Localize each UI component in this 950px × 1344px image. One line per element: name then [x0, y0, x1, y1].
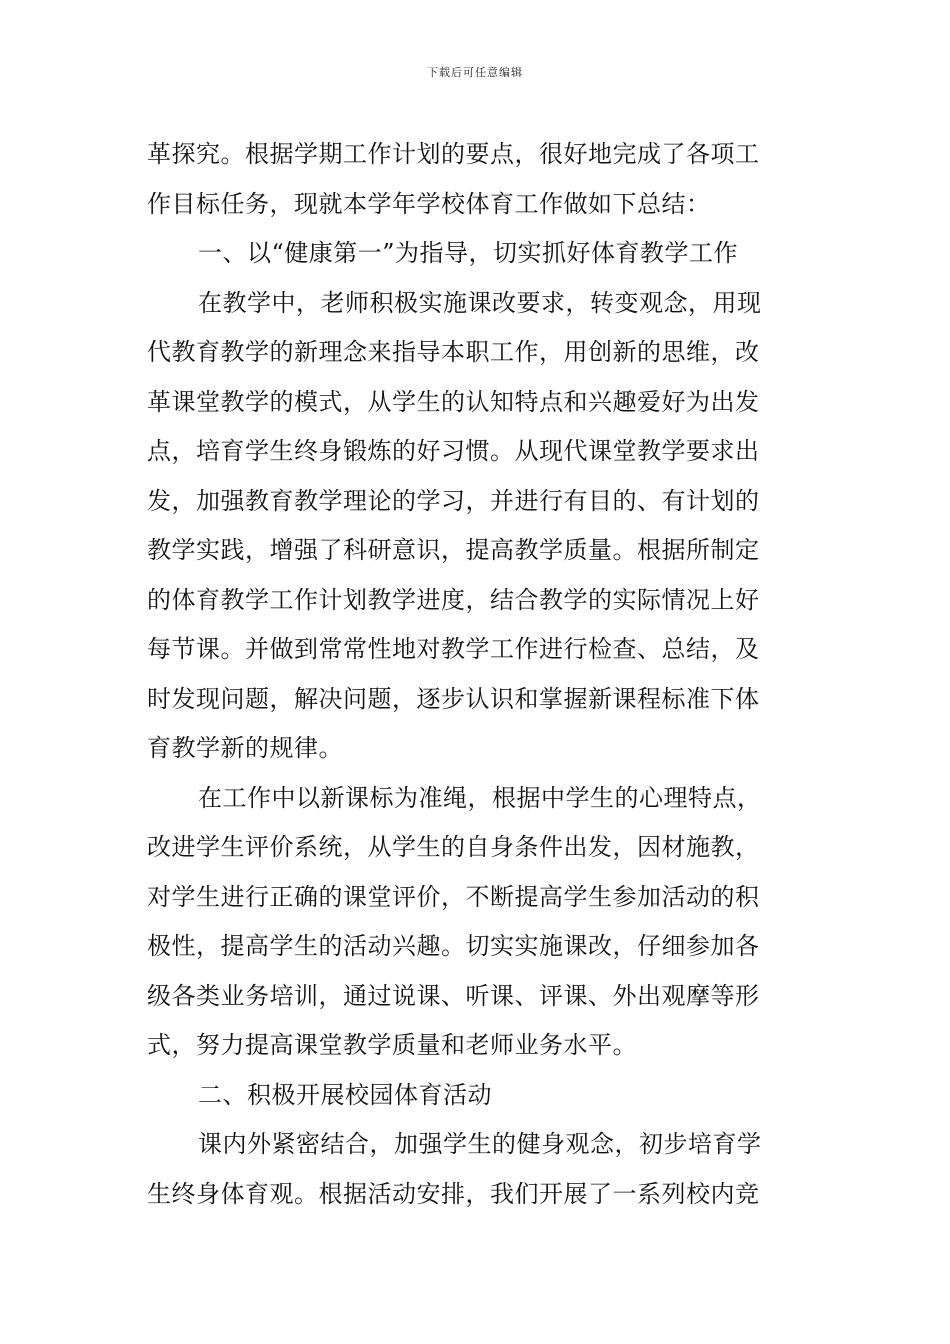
paragraph-activities — [147, 1120, 807, 1219]
section-heading-2 — [147, 1071, 807, 1121]
text-line: 课内外紧密结合，加强学生的健身观念，初步培育学 — [198, 1130, 762, 1158]
text-line: 一、以“健康第一”为指导，切实抓好体育教学工作 — [198, 239, 739, 267]
text-line: 级各类业务培训，通过说课、听课、评课、外出观摩等形 — [147, 981, 760, 1010]
text-line: 点，培育学生终身锻炼的好习惯。从现代课堂教学要求出 — [147, 437, 760, 465]
text-line: 二、积极开展校园体育活动 — [198, 1080, 492, 1109]
paragraph-intro — [147, 130, 807, 229]
text-line: 的体育教学工作计划教学进度，结合教学的实际情况上好 — [147, 585, 760, 614]
text-line: 作目标任务，现就本学年学校体育工作做如下总结： — [147, 189, 711, 218]
text-line: 在工作中以新课标为准绳，根据中学生的心理特点， — [198, 783, 762, 812]
section-heading-1 — [147, 229, 807, 279]
paragraph-teaching — [147, 279, 807, 774]
document-body — [147, 130, 807, 1219]
text-line: 在教学中，老师积极实施课改要求，转变观念，用现 — [198, 288, 762, 317]
text-line: 革课堂教学的模式，从学生的认知特点和兴趣爱好为出发 — [147, 387, 760, 416]
text-line: 改进学生评价系统，从学生的自身条件出发，因材施教， — [147, 833, 760, 861]
text-line: 对学生进行正确的课堂评价，不断提高学生参加活动的积 — [147, 882, 760, 911]
text-line: 代教育教学的新理念来指导本职工作，用创新的思维，改 — [147, 338, 760, 366]
text-line: 每节课。并做到常常性地对教学工作进行检查、总结，及 — [147, 635, 760, 663]
page-header: 下载后可任意编辑 — [427, 66, 523, 79]
text-line: 生终身体育观。根据活动安排，我们开展了一系列校内竞 — [147, 1179, 760, 1208]
text-line: 发，加强教育教学理论的学习，并进行有目的、有计划的 — [147, 486, 760, 515]
paragraph-evaluation — [147, 774, 807, 1071]
text-line: 时发现问题，解决问题，逐步认识和掌握新课程标准下体 — [147, 684, 760, 713]
text-line: 式，努力提高课堂教学质量和老师业务水平。 — [147, 1031, 637, 1059]
text-line: 教学实践，增强了科研意识，提高教学质量。根据所制定 — [147, 536, 760, 564]
text-line: 极性，提高学生的活动兴趣。切实实施课改，仔细参加各 — [147, 932, 760, 960]
text-line: 育教学新的规律。 — [147, 734, 343, 762]
text-line: 革探究。根据学期工作计划的要点，很好地完成了各项工 — [147, 140, 760, 168]
